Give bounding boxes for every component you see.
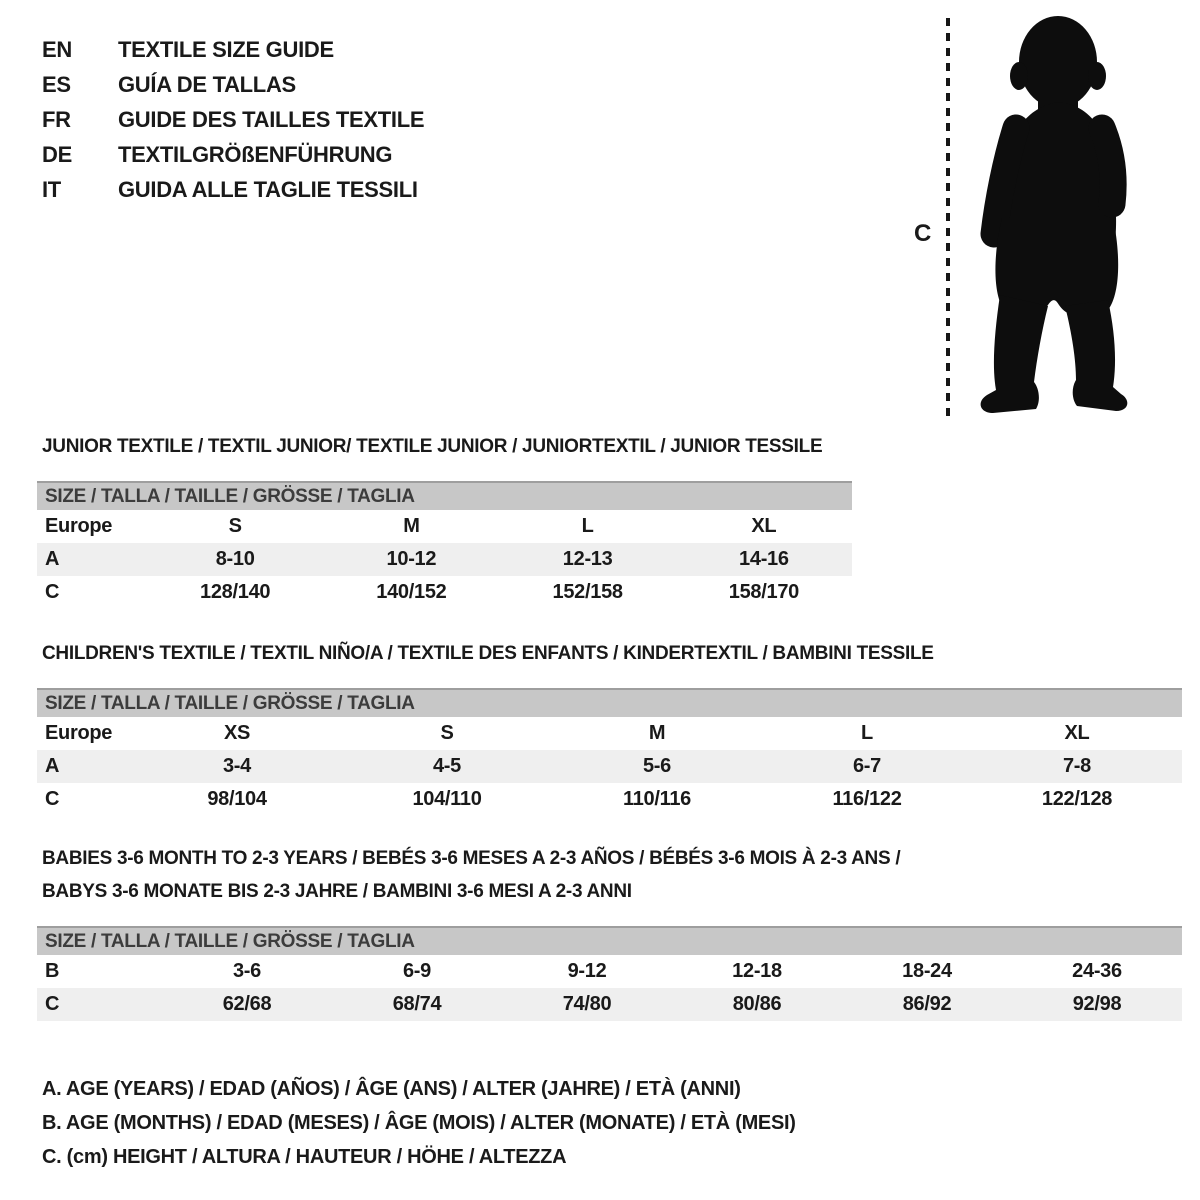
size-cell: 4-5 [432, 755, 461, 777]
table-row [37, 750, 1182, 783]
language-code: IT [42, 176, 61, 202]
size-cell: 9-12 [567, 960, 607, 982]
size-cell: M [648, 722, 666, 744]
size-cell: 5-6 [642, 755, 671, 777]
table-row [37, 988, 1182, 1021]
size-cell: 6-7 [852, 755, 881, 777]
language-code: FR [42, 106, 71, 132]
babies-size-table [37, 955, 1182, 1021]
junior-size-table [37, 510, 852, 609]
toddler-shape [981, 16, 1128, 413]
size-cell: 158/170 [728, 581, 799, 603]
size-cell: 12-18 [732, 960, 782, 982]
size-cell: M [403, 515, 420, 537]
language-row [42, 137, 424, 172]
row-label: Europe [45, 515, 113, 537]
row-label: C [45, 993, 60, 1015]
row-label: A [45, 548, 60, 570]
table-row [37, 717, 1182, 750]
size-cell: 152/158 [552, 581, 623, 603]
size-cell: 6-9 [402, 960, 431, 982]
size-cell: 140/152 [376, 581, 447, 603]
language-row [42, 172, 424, 207]
row-label: C [45, 788, 60, 810]
size-cell: S [228, 515, 242, 537]
language-code: ES [42, 71, 71, 97]
size-cell: L [861, 722, 873, 744]
size-header-bar: SIZE / TALLA / TAILLE / GRÖSSE / TAGLIA [37, 481, 852, 510]
size-cell: 10-12 [386, 548, 437, 570]
row-label: C [45, 581, 60, 603]
table-row [37, 510, 852, 543]
section-title: BABIES 3-6 MONTH TO 2-3 YEARS / BEBÉS 3-6 MESES A 2-3 AÑOS / BÉBÉS 3-6 MOIS À 2-3 ANS / [42, 848, 901, 869]
size-cell: 18-24 [902, 960, 952, 982]
size-cell: 104/110 [412, 788, 482, 810]
section-title-line2: BABYS 3-6 MONATE BIS 2-3 JAHRE / BAMBINI 3-6 MESI A 2-3 ANNI [42, 881, 632, 902]
size-cell: 8-10 [215, 548, 255, 570]
size-cell: XL [751, 515, 777, 537]
size-cell: 12-13 [562, 548, 613, 570]
size-cell: L [581, 515, 594, 537]
size-header-bar: SIZE / TALLA / TAILLE / GRÖSSE / TAGLIA [37, 926, 1182, 955]
size-cell: 86/92 [902, 993, 952, 1015]
size-cell: 122/128 [1041, 788, 1113, 810]
size-cell: XL [1064, 722, 1090, 744]
language-title-block [42, 32, 424, 207]
size-cell: 68/74 [392, 993, 442, 1015]
section-children-textile [37, 641, 1182, 816]
language-code: EN [42, 36, 72, 62]
legend-line-c: C. (cm) HEIGHT / ALTURA / HAUTEUR / HÖHE / ALTEZZA [42, 1146, 567, 1168]
row-label: B [45, 960, 60, 982]
legend-line-b: B. AGE (MONTHS) / EDAD (MESES) / ÂGE (MOIS) / ALTER (MONATE) / ETÀ (MESI) [42, 1112, 796, 1134]
size-cell: 3-4 [222, 755, 251, 777]
section-title: CHILDREN'S TEXTILE / TEXTIL NIÑO/A / TEXTILE DES ENFANTS / KINDERTEXTIL / BAMBINI TESSILE [42, 643, 934, 664]
language-row [42, 32, 424, 67]
guide-title: GUIDE DES TAILLES TEXTILE [118, 106, 425, 132]
size-cell: 98/104 [207, 788, 267, 810]
baby-figure [900, 8, 1160, 424]
table-row [37, 576, 852, 609]
height-measure-label: C [914, 220, 932, 247]
guide-title: TEXTILGRÖßENFÜHRUNG [118, 141, 393, 167]
size-cell: 62/68 [222, 993, 272, 1015]
language-code: DE [42, 141, 72, 167]
size-cell: 128/140 [200, 581, 271, 603]
legend-block [42, 1072, 796, 1174]
guide-title: GUÍA DE TALLAS [118, 71, 296, 97]
row-label: Europe [45, 722, 113, 744]
size-cell: 7-8 [1062, 755, 1091, 777]
table-row [37, 543, 852, 576]
size-cell: 14-16 [739, 548, 789, 570]
section-junior-textile [37, 434, 852, 609]
table-row [37, 783, 1182, 816]
size-cell: XS [223, 722, 251, 744]
children-size-table [37, 717, 1182, 816]
size-cell: S [440, 722, 454, 744]
row-label: A [45, 755, 60, 777]
language-row [42, 67, 424, 102]
size-cell: 24-36 [1072, 960, 1122, 982]
size-cell: 3-6 [232, 960, 261, 982]
guide-title: GUIDA ALLE TAGLIE TESSILI [118, 176, 418, 202]
size-cell: 74/80 [562, 993, 612, 1015]
legend-line-a: A. AGE (YEARS) / EDAD (AÑOS) / ÂGE (ANS) / ALTER (JAHRE) / ETÀ (ANNI) [42, 1078, 741, 1100]
guide-title: TEXTILE SIZE GUIDE [118, 36, 334, 62]
section-title: JUNIOR TEXTILE / TEXTIL JUNIOR/ TEXTILE JUNIOR / JUNIORTEXTIL / JUNIOR TESSILE [42, 436, 823, 457]
language-row [42, 102, 424, 137]
size-cell: 92/98 [1072, 993, 1122, 1015]
baby-silhouette-icon [900, 8, 1160, 424]
size-header-bar: SIZE / TALLA / TAILLE / GRÖSSE / TAGLIA [37, 688, 1182, 717]
section-babies-textile [37, 846, 1182, 1021]
size-cell: 110/116 [623, 788, 691, 810]
size-cell: 80/86 [732, 993, 782, 1015]
table-row [37, 955, 1182, 988]
size-cell: 116/122 [832, 788, 902, 810]
